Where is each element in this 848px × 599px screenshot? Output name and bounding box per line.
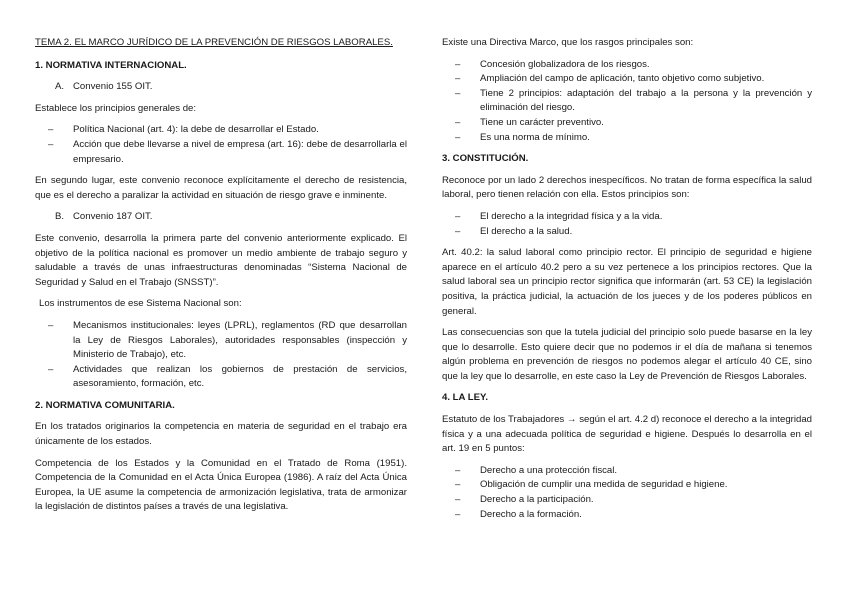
dash-bullet: –: [455, 87, 461, 99]
list-item: – Mecanismos institucionales: leyes (LPRL), reglamentos (RD que desarrollan la Ley de Riesgos Laborales), autoridades responsables (inspección y Ministerio de Trabajo), etc.: [48, 319, 407, 361]
list-item: – Acción que debe llevarse a nivel de empresa (art. 16): debe de desarrollarla el empresario.: [48, 138, 407, 165]
dash-bullet: –: [455, 479, 461, 491]
dash-bullet: –: [48, 138, 54, 150]
dash-bullet: –: [455, 73, 461, 85]
bullet-list: [35, 319, 407, 392]
dash-bullet: –: [455, 508, 461, 520]
list-item: – Es una norma de mínimo.: [442, 131, 812, 146]
bullet-list: [442, 210, 812, 239]
subsection-a: [55, 80, 407, 95]
paragraph: Establece los principios generales de:: [35, 102, 197, 114]
dash-bullet: –: [455, 464, 461, 476]
left-column: [35, 36, 407, 522]
list-item: – Derecho a la participación.: [442, 493, 812, 508]
subsection-b-label: B.: [55, 211, 65, 223]
dash-bullet: –: [48, 124, 54, 136]
paragraph: Las consecuencias son que la tutela judicial del principio solo puede basarse en la ley que lo desarrolle. Esto quiere decir que no podemos ir el día de mañana si tenemos algún problema en prevención de riesgos no podemos alegar el artículo 40 CE, sino que la ley que lo desarrolle, en este caso la Ley de Prevención de Riesgos Laborales.: [442, 327, 812, 382]
dash-bullet: –: [48, 319, 54, 331]
list-item: – Tiene un carácter preventivo.: [442, 116, 812, 131]
paragraph: Estatuto de los Trabajadores → según el art. 4.2 d) reconoce el derecho a la integridad física y a una adecuada política de seguridad e higiene. Después lo desarrolla en el art. 19 en 5 puntos:: [442, 414, 812, 455]
list-item: – Tiene 2 principios: adaptación del trabajo a la persona y la prevención y eliminación del riesgo.: [455, 87, 812, 114]
subsection-a-text: Convenio 155 OIT.: [73, 81, 153, 93]
paragraph: Existe una Directiva Marco, que los rasgos principales son:: [442, 37, 694, 48]
dash-bullet: –: [455, 494, 461, 506]
paragraph: Art. 40.2: la salud laboral como principio rector. El principio de seguridad e higiene aparece en el artículo 40.2 pero a su vez pertenece a los principios rectores. Que la salud laboral sea un principio rector significa que informarán (art. 53 CE) la legislación positiva, la práctica judicial, la actuación de los jueces y de los poderes públicos en general.: [442, 247, 812, 317]
subsection-b-text: Convenio 187 OIT.: [73, 211, 153, 223]
list-item: – Obligación de cumplir una medida de seguridad e higiene.: [442, 478, 812, 493]
section-heading-4: 4. LA LEY.: [442, 392, 489, 404]
bullet-list: [442, 58, 812, 146]
list-item: – Derecho a la formación.: [442, 508, 812, 523]
bullet-list: [442, 464, 812, 522]
list-item: – Política Nacional (art. 4): la debe de desarrollar el Estado.: [35, 123, 407, 138]
paragraph: Los instrumentos de ese Sistema Nacional son:: [39, 298, 242, 310]
paragraph: En segundo lugar, este convenio reconoce explícitamente el derecho de resistencia, que es el derecho a paralizar la actividad en situación de riesgo grave e inminente.: [35, 175, 407, 201]
list-item: – Actividades que realizan los gobiernos de prestación de servicios, asesoramiento, formación, etc.: [48, 363, 407, 390]
list-item: – Ampliación del campo de aplicación, tanto objetivo como subjetivo.: [442, 72, 812, 87]
right-column: [442, 36, 812, 529]
list-item: – Derecho a una protección fiscal.: [442, 464, 812, 479]
subsection-a-label: A.: [55, 81, 65, 93]
paragraph: En los tratados originarios la competencia en materia de seguridad en el trabajo era únicamente de los estados.: [35, 421, 407, 448]
dash-bullet: –: [455, 131, 461, 143]
document-title: TEMA 2. EL MARCO JURÍDICO DE LA PREVENCIÓN DE RIESGOS LABORALES.: [35, 37, 393, 48]
dash-bullet: –: [455, 225, 461, 237]
list-item: – Concesión globalizadora de los riesgos.: [442, 58, 812, 73]
subsection-b: [55, 210, 407, 225]
list-item: – El derecho a la salud.: [442, 225, 812, 240]
dash-bullet: –: [455, 116, 461, 128]
dash-bullet: –: [455, 58, 461, 70]
section-heading-1: 1. NORMATIVA INTERNACIONAL.: [35, 59, 187, 71]
paragraph: Este convenio, desarrolla la primera parte del convenio anteriormente explicado. El objetivo de la política nacional es promover un medio ambiente de trabajo seguro y saludable a través de unas infraestructuras denominadas “Sistema Nacional de Seguridad y Salud en el Trabajo (SNSST)”.: [35, 232, 407, 288]
section-heading-3: 3. CONSTITUCIÓN.: [442, 153, 529, 165]
dash-bullet: –: [48, 363, 54, 375]
bullet-list: [35, 123, 407, 167]
dash-bullet: –: [455, 210, 461, 222]
paragraph: Reconoce por un lado 2 derechos inespecíficos. No tratan de forma específica la salud laboral, pero tienen relación con ella. Estos principios son:: [442, 174, 812, 201]
list-item: – El derecho a la integridad física y a la vida.: [442, 210, 812, 225]
section-heading-2: 2. NORMATIVA COMUNITARIA.: [35, 399, 175, 411]
paragraph: Competencia de los Estados y la Comunidad en el Tratado de Roma (1951). Competencia de la Comunidad en el Acta Única Europea (1986). A raíz del Acta Única Europea, la UE asume la competencia de armonización legislativa, trata de armonizar la legislación de distintos países a través de una legislativa.: [35, 457, 407, 513]
